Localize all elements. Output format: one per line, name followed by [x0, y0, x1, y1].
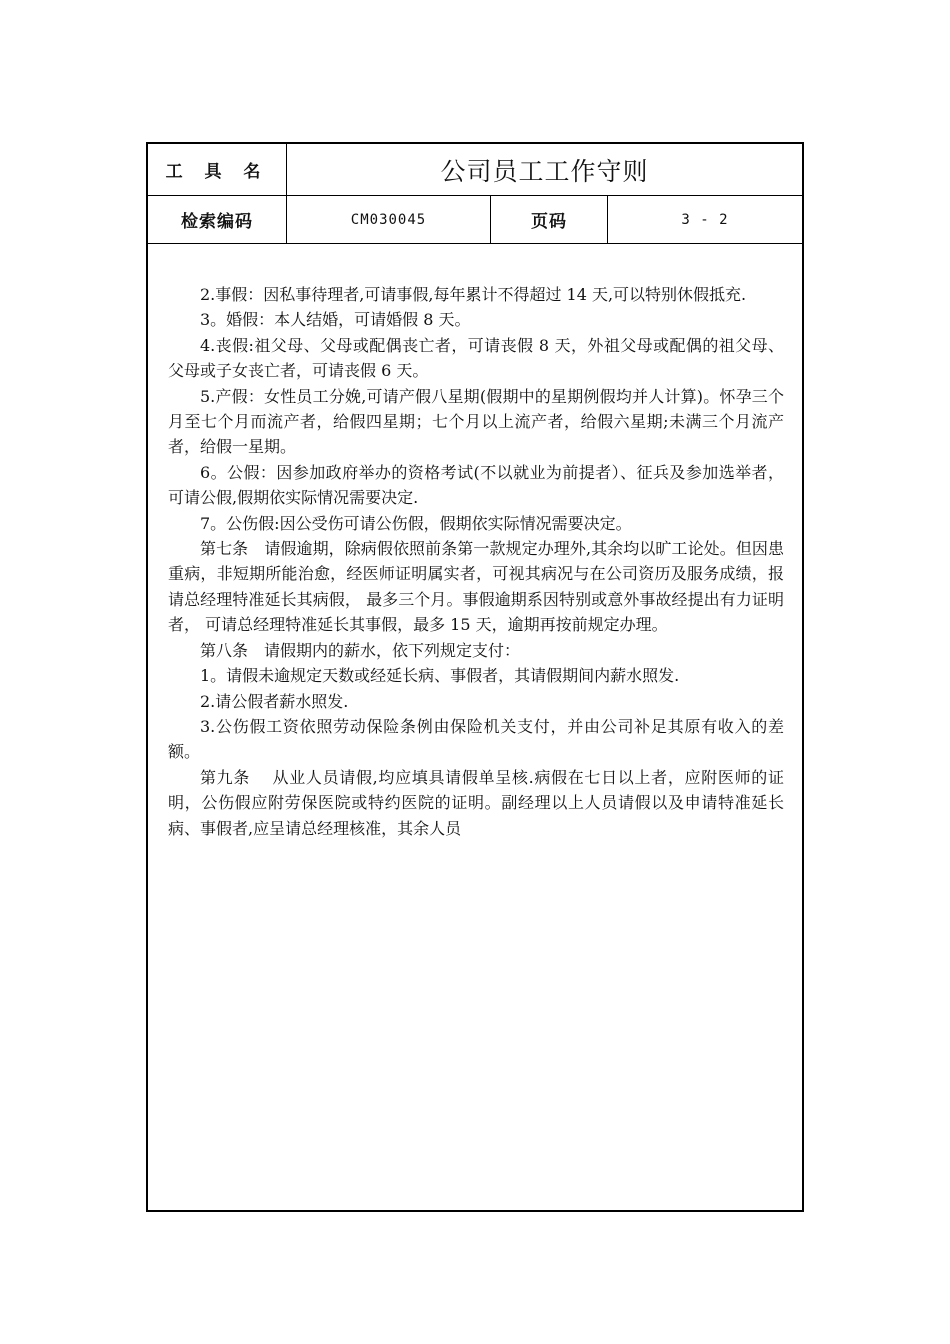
paragraph: 2.事假：因私事待理者,可请事假,每年累计不得超过 14 天,可以特别休假抵充. — [200, 285, 747, 304]
document-title: 公司员工工作守则 — [440, 156, 649, 186]
page-label: 页码 — [491, 196, 608, 243]
paragraph: 4.丧假:祖父母、父母或配偶丧亡者，可请丧假 8 天，外祖父母或配偶的祖父母、父母或子女丧亡者，可请丧假 6 天。 — [168, 335, 784, 381]
paragraph: 3.公伤假工资依照劳动保险条例由保险机关支付，并由公司补足其原有收入的差额。 — [168, 716, 784, 762]
paragraph: 5.产假：女性员工分娩,可请产假八星期(假期中的星期例假均并人计算)。怀孕三个月至七个月而流产者，给假四星期；七个月以上流产者，给假六星期;未满三个月流产者，给假一星期。 — [168, 386, 784, 457]
page-value: 3 - 2 — [681, 211, 729, 228]
paragraph: 6。公假：因参加政府举办的资格考试(不以就业为前提者）、征兵及参加选举者，可请公假,假期依实际情况需要决定. — [168, 462, 784, 508]
index-code-value: CM030045 — [287, 196, 491, 243]
index-code-label: 检索编码 — [148, 196, 287, 243]
paragraph: 2.请公假者薪水照发. — [200, 691, 349, 711]
paragraph: 第九条 从业人员请假,均应填具请假单呈核.病假在七日以上者，应附医师的证明，公伤假应附劳保医院或特约医院的证明。副经理以上人员请假以及申请特准延长病、事假者,应呈请总经理核准，其余人员 — [168, 767, 784, 838]
document-frame — [146, 142, 804, 1212]
document-body — [168, 282, 784, 841]
paragraph: 3。婚假：本人结婚，可请婚假 8 天。 — [200, 310, 471, 330]
paragraph: 第八条 请假期内的薪水，依下列规定支付： — [200, 640, 521, 660]
tool-name-label: 工 具 名 — [148, 144, 287, 195]
paragraph: 7。公伤假:因公受伤可请公伤假，假期依实际情况需要决定。 — [200, 513, 632, 533]
header-row-title — [148, 144, 802, 196]
paragraph: 1。请假未逾规定天数或经延长病、事假者，其请假期间内薪水照发. — [200, 666, 680, 686]
paragraph: 第七条 请假逾期，除病假依照前条第一款规定办理外,其余均以旷工论处。但因患重病，非短期所能治愈，经医师证明属实者，可视其病况与在公司资历及服务成绩，报请总经理特准延长其病假， 最多三个月。事假逾期系因特别或意外事故经提出有力证明者， 可请总经理特准延长其事假，最多 15 天，逾期再按前规定办理。 — [168, 539, 784, 635]
header-row-index — [148, 196, 802, 244]
